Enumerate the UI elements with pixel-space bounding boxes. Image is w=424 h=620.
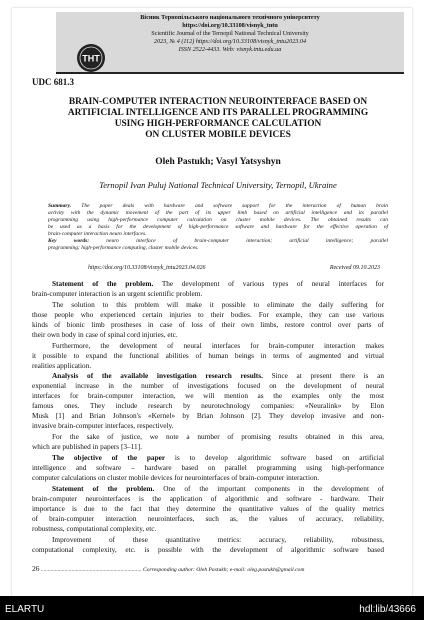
title-line: BRAIN-COMPUTER INTERACTION NEUROINTERFACE BASED ON: [68, 97, 368, 107]
issn-info: ISSN 2522-4433. Web: visnyk.tntu.edu.ua: [178, 46, 282, 53]
body-line: kinds of bionic limb prostheses in case of loss of their own limbs, restore control over parts of: [32, 320, 384, 329]
title-line: USING HIGH-PERFORMANCE CALCULATION: [114, 119, 322, 129]
svg-text:ТНТ: ТНТ: [82, 53, 100, 64]
journal-header: [56, 12, 404, 74]
abstract-line: Summary. The paper deals with hardware and software support for the interaction of human brain: [48, 203, 388, 209]
article-doi-link[interactable]: https://doi.org/10.33108/visnyk_tntu2023.04.026: [88, 265, 206, 271]
body-line: computer calculations on cluster mobile devices for neurointerfaces of brain-computer interaction.: [32, 473, 320, 482]
body-line: Musk [1] and Brian Johnson's «Kernel» by Brian Johnson [2]. They develop invasive and non-: [32, 411, 384, 420]
journal-name-ua: Вісник Тернопільського національного технічного університету: [140, 14, 320, 21]
abstract-line: brain-computer interaction neuro interfaces.: [48, 231, 147, 237]
affiliation: Ternopil Ivan Puluj National Technical University, Ternopil, Ukraine: [99, 180, 337, 190]
body-line: For the sake of justice, we note a number of promising results obtained in this area,: [52, 432, 384, 441]
abstract-line: be used as a basis for the development of high-performance software and hardware for the effective operation of: [48, 224, 388, 230]
body-line: Statement of the problem. One of the important components in the development of: [52, 484, 384, 493]
body-line: which are published in papers [3–11].: [32, 442, 142, 451]
journal-name-en: Scientific Journal of the Ternopil National Technical University: [151, 30, 309, 37]
body-line: intelligence and software – hardware based on parallel programming using high-performance: [32, 463, 384, 472]
body-line: exponential increase in the number of investigations focused on the development of neural: [32, 381, 384, 390]
body-line: Analysis of the available investigation research results. Since at present there is an: [52, 371, 384, 380]
footer-dots: ........................................................................: [40, 567, 143, 573]
handle-id[interactable]: hdl:lib/43666: [359, 604, 416, 615]
authors: Oleh Pastukh; Vasyl Yatsyshyn: [155, 157, 281, 167]
repository-name[interactable]: ELARTU: [5, 604, 45, 615]
body-line: computational complexity, etc. is possible with the development of algorithmic software based: [32, 545, 384, 554]
abstract-line: activity with the dynamic movement of the part of its upper limb based on artificial intelligence and its parallel: [48, 210, 388, 216]
body-line: brain-computer neurointerfaces is the application of algorithmic and software - hardware. Their: [32, 494, 384, 503]
corresponding-author: Corresponding author: Oleh Pastukh; e-mail: oleg.pastukh@gmail.com: [143, 567, 305, 573]
keywords-line: Key words: neuro interface of brain-computer interaction; artificial intelligence; parallel: [48, 238, 388, 244]
body-line: importance is due to the fact that they determine the quantitative values of the quality metrics: [32, 504, 384, 513]
page-footer: [32, 564, 384, 573]
body-line: realities application.: [32, 361, 92, 370]
body-line: Improvement of these quantitative metrics: accuracy, reliability, robustness,: [52, 535, 384, 544]
body-line: invasive brain-computer interfaces, respectively.: [32, 421, 174, 430]
body-line: Statement of the problem. The development of various types of neural interfaces for: [52, 279, 384, 288]
body-line: The objective of the paper is to develop algorithmic software based on artificial: [52, 453, 384, 462]
keywords-line: programming; high-performance computing, cluster mobile devices.: [48, 245, 199, 251]
body-line: robustness, computational complexity, etc.: [32, 524, 157, 533]
repository-bar: [0, 596, 424, 620]
body-line: Furthermore, the development of neural interfaces for brain-computer interaction makes: [52, 341, 384, 350]
body-line: The solution to this problem will make it possible to eliminate the daily suffering for: [52, 300, 384, 309]
body-line: their own body in case of spinal cord injuries, etc.: [32, 330, 178, 339]
body-line: brain-computer interaction is an urgent scientific problem.: [32, 289, 203, 298]
body-line: those people who experienced certain injuries to their bodies. For example, they can use various: [32, 310, 384, 319]
journal-doi-link[interactable]: https://doi.org/10.33108/visnyk_tntu: [182, 22, 278, 29]
body-line: interfaces for brain-computer interaction, we will mention as the examples only the most: [32, 391, 384, 400]
body-line: of brain-computer interaction neurointerfaces, such as, the values of accuracy, reliability,: [32, 514, 384, 523]
received-date: Received 09.10.2023: [329, 265, 380, 271]
abstract-line: programming using high-performance computer calculation on cluster mobile devices. The obtained results can: [48, 217, 388, 223]
body-line: famous ones. They include research by neurotechnology companies: «Neuralink» by Elon: [32, 401, 384, 410]
paper-page: [12, 8, 412, 596]
body-line: it possible to expand the functional abilities of human beings in terms of augmented and virtual: [32, 351, 384, 360]
page-number: 26: [32, 564, 40, 573]
issue-info: 2023, № 4 (112) https://doi.org/10.33108/visnyk_tntu2023.04: [153, 38, 307, 45]
udc-code: UDC 681.3: [32, 77, 74, 87]
title-line: ARTIFICIAL INTELLIGENCE AND ITS PARALLEL PROGRAMMING: [67, 108, 369, 118]
title-line: ON CLUSTER MOBILE DEVICES: [145, 130, 291, 140]
